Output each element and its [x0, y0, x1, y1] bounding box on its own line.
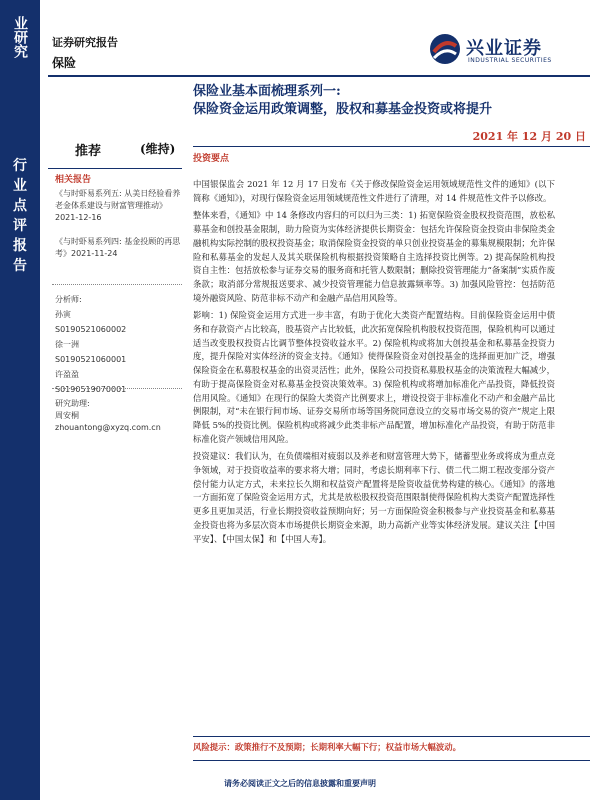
- body-paragraph-2: 整体来看，《通知》中 14 条修改内容归的可以归为三类：1) 拓宽保险资金股权投资范围，放松私募基金和创投基金限制，助力险资为实体经济提供长期资金：包括允许保险资金投资由非保险类金融机构实际控制的股权投资基金；取消保险资金投资的单只创业投资基金的募集规模限制；允许保险和私募基金的发起人及其关联保险机构根据投资策略自主选择投资比例等。2) 提高保险机构投资自主性：包括放松参与证券交易的服务商和托管人数限制；删除投资管理能力“备案制”实质作废条款；取消部分常规报送要求、减少投资管理能力信息披露频率等。3) 加强风险管控：包括防范境外融资风险、防范非标不动产和金融产品信用风险等。: [193, 210, 555, 303]
- footer-divider: [193, 760, 590, 761]
- side-band: [0, 0, 40, 800]
- disclaimer-footer: 请务必阅读正文之后的信息披露和重要声明: [224, 779, 376, 788]
- risk-divider: [193, 736, 590, 737]
- analyst-list: 分析师: 孙寅 S0190521060002 徐一洲 S0190521060001 许盈盈 S0190519070001: [55, 295, 127, 394]
- header-divider: [48, 75, 590, 77]
- report-title-line-2: 保险资金运用政策调整，股权和募基金投资或将提升: [193, 102, 493, 117]
- rating-divider: [48, 168, 182, 169]
- sidebar-divider-2: [52, 388, 182, 389]
- side-band-category-text: 行 业 点 评 报 告: [13, 158, 27, 274]
- investment-highlights-label: 投资要点: [193, 154, 230, 164]
- sidebar-divider: [52, 284, 182, 285]
- logo-icon: [428, 32, 462, 66]
- research-assistant: 研究助理: 周安桐 zhouantong@xyzq.com.cn: [55, 399, 161, 432]
- logo-subtext: INDUSTRIAL SECURITIES: [468, 57, 552, 64]
- report-title-line-1: 保险业基本面梳理系列一:: [193, 84, 341, 99]
- logo-text: 兴业证券: [466, 38, 542, 59]
- company-logo: [428, 32, 588, 72]
- body-paragraph-4: 投资建议：我们认为，在负债端相对疲弱以及养老和财富管理大势下，储蓄型业务或将成为重点竞争领域，对于投资收益率的要求将大增；同时，考虑长期利率下行、债二代二期工程改变部分资产偿付能力认定方式，未来拉长久期和权益资产配置将是险资收益优势构建的核心。《通知》的落地一方面拓宽了保险资金运用方式，尤其是放松股权投资范围限制使得保险机构大类资产配置选择性更多且更加灵活，行业长期投资收益预期向好；另一方面保险资金积极参与产业投资基金和私募基金投资也将为多层次资本市场提供长期资金来源，助力高新产业等实体经济发展。建议关注【中国平安】、【中国太保】和【中国人寿】。: [193, 451, 555, 544]
- rating-change: (维持): [140, 142, 176, 156]
- related-reports-label: 相关报告: [55, 175, 92, 185]
- related-report-2[interactable]: 《与时虾易系列四: 基金投顾的再思考》2021-11-24: [55, 237, 181, 258]
- rating: 推荐: [75, 144, 102, 159]
- report-type: 证券研究报告: [52, 36, 118, 49]
- report-date: 2021 年 12 月 20 日: [472, 130, 586, 143]
- title-divider: [193, 146, 590, 147]
- report-body: [193, 178, 555, 550]
- sector-label: 保险: [52, 56, 77, 70]
- body-paragraph-1: 中国银保监会 2021 年 12 月 17 日发布《关于修改保险资金运用领域规范性文件的通知》(以下简称《通知》)，对现行保险资金运用领域规范性文件进行了清理，对 14 件规范性文件予以修改。: [193, 179, 555, 203]
- side-band-top-text: 业研究: [12, 16, 28, 58]
- risk-warning: 风险提示：政策推行不及预期；长期利率大幅下行；权益市场大幅波动。: [193, 742, 461, 752]
- body-paragraph-3: 影响：1) 保险资金运用方式进一步丰富，有助于优化大类资产配置结构。目前保险资金运用中债务和存款资产占比较高，股基资产占比较低，此次拓宽保险机构股权投资范围，保险机构可以通过适当改变股权投资占比调节整体投资收益水平。2) 保险机构或将加大创投基金和私募基金投资力度，提升保险对实体经济的资金支持。《通知》使得保险资金对创投基金的选择面更加广泛，增强保险资金在私募股权基金的出资灵活性；此外，保险公司投资私募股权基金的决策流程大幅减少，有助于提高保险资金对私募基金投资决策效率。3) 保险机构或将增加标准化产品投资，降低投资信用风险。《通知》在现行的保险大类资产比例要求上，增设投资于非标准化不动产和金融产品比例限制，对“未在银行间市场、证券交易所市场等国务院同意设立的交易市场交易的资产”规定上限降低 5%的投资比例。保险机构或将减少此类非标产品配置，增加标准化产品投资，有助于防范非标准化资产领域信用风险。: [193, 310, 555, 444]
- related-report-1[interactable]: 《与时虾易系列五: 从美日经验看养老金体系建设与财富管理推动》2021-12-16: [55, 189, 181, 222]
